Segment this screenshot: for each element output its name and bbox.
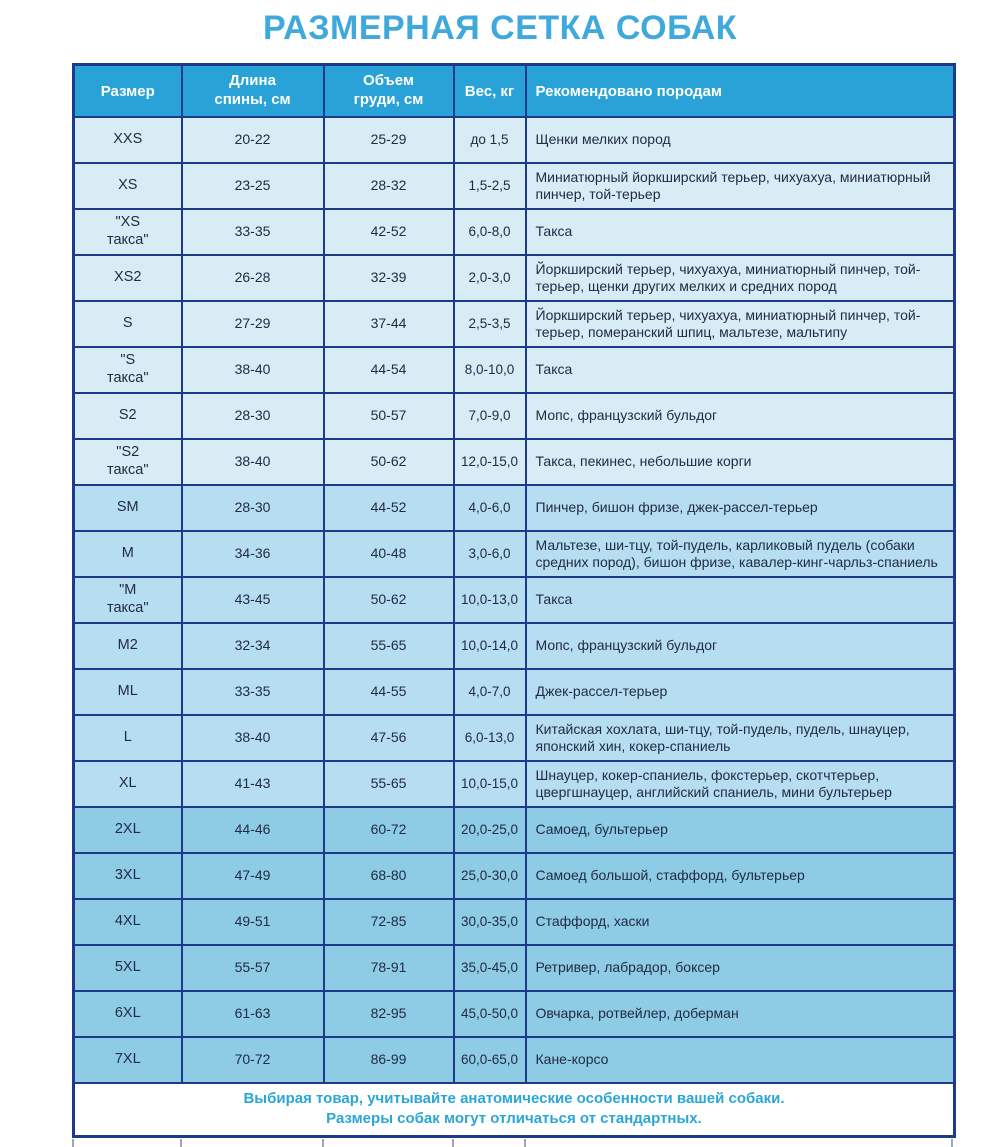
breeds-cell: Стаффорд, хаски [526,899,955,945]
table-row [74,347,955,393]
size-cell [74,715,182,761]
size-table-container [72,63,953,1138]
back-length-cell: 55-57 [182,945,324,991]
table-row [74,715,955,761]
size-label-line2: такса" [106,600,149,616]
size-label-line1: XXS [113,131,143,148]
size-cell [74,301,182,347]
table-header-row [74,65,955,118]
table-row [74,577,955,623]
chest-volume-cell: 55-65 [324,623,454,669]
back-length-cell: 33-35 [182,209,324,255]
size-cell [74,531,182,577]
size-label-line2: такса" [106,370,149,386]
breeds-cell: Йоркширский терьер, чихуахуа, миниатюрный пинчер, той-терьер, померанский шпиц, мальтезе, мальтипу [526,301,955,347]
size-label-line2: такса" [106,462,149,478]
size-cell [74,1037,182,1083]
weight-cell: 35,0-45,0 [454,945,526,991]
page-title: РАЗМЕРНАЯ СЕТКА СОБАК [262,9,738,47]
chest-volume-cell: 78-91 [324,945,454,991]
breeds-cell: Самоед большой, стаффорд, бультерьер [526,853,955,899]
size-label-line1: 7XL [114,1051,141,1068]
size-label-line1: 5XL [114,959,141,976]
weight-cell: 45,0-50,0 [454,991,526,1037]
size-cell [74,347,182,393]
back-length-cell: 38-40 [182,439,324,485]
weight-cell: 10,0-15,0 [454,761,526,807]
size-cell [74,577,182,623]
table-row [74,163,955,209]
dog-size-table [72,63,956,1138]
size-label-line1: "S2 [116,444,140,461]
size-label-line1: M [121,545,134,562]
size-label-line1: SM [116,499,139,516]
table-row [74,991,955,1037]
size-cell [74,669,182,715]
table-row [74,117,955,163]
back-length-cell: 47-49 [182,853,324,899]
chest-volume-cell: 60-72 [324,807,454,853]
weight-cell: 1,5-2,5 [454,163,526,209]
weight-cell: 6,0-8,0 [454,209,526,255]
weight-cell: 7,0-9,0 [454,393,526,439]
table-row [74,485,955,531]
footer-note-line2: Размеры собак могут отличаться от стандартных. [326,1110,702,1128]
size-cell [74,255,182,301]
size-cell [74,163,182,209]
weight-cell: 4,0-6,0 [454,485,526,531]
size-label-line1: 3XL [114,867,141,884]
breeds-cell: Овчарка, ротвейлер, доберман [526,991,955,1037]
size-label-line2: такса" [106,232,149,248]
size-label-line1: 4XL [114,913,141,930]
back-length-cell: 34-36 [182,531,324,577]
table-row [74,439,955,485]
size-cell [74,439,182,485]
chest-volume-cell: 44-52 [324,485,454,531]
cropped-next-row-borders [72,1138,953,1147]
chest-volume-cell: 47-56 [324,715,454,761]
breeds-cell: Ретривер, лабрадор, боксер [526,945,955,991]
table-row [74,899,955,945]
back-length-cell: 26-28 [182,255,324,301]
table-row [74,301,955,347]
footer-note-line1: Выбирая товар, учитывайте анатомические особенности вашей собаки. [243,1090,785,1107]
footer-note [74,1083,955,1136]
col-header-chest: Объем груди, см [324,65,454,118]
breeds-cell: Мальтезе, ши-тцу, той-пудель, карликовый пудель (собаки средних пород), бишон фризе, кавалер-кинг-чарльз-спаниель [526,531,955,577]
back-length-cell: 61-63 [182,991,324,1037]
table-row [74,255,955,301]
table-row [74,853,955,899]
chest-volume-cell: 50-57 [324,393,454,439]
size-cell [74,853,182,899]
col-header-breeds: Рекомендовано породам [526,65,955,118]
size-cell [74,485,182,531]
breeds-cell: Джек-рассел-терьер [526,669,955,715]
weight-cell: 8,0-10,0 [454,347,526,393]
chest-volume-cell: 37-44 [324,301,454,347]
weight-cell: 2,5-3,5 [454,301,526,347]
back-length-cell: 23-25 [182,163,324,209]
weight-cell: 12,0-15,0 [454,439,526,485]
table-row [74,209,955,255]
breeds-cell: Такса [526,577,955,623]
weight-cell: 20,0-25,0 [454,807,526,853]
weight-cell: до 1,5 [454,117,526,163]
chest-volume-cell: 32-39 [324,255,454,301]
breeds-cell: Мопс, французский бульдог [526,393,955,439]
table-row [74,945,955,991]
col-header-size: Размер [74,65,182,118]
size-label-line1: 2XL [114,821,141,838]
size-label-line1: S [122,315,133,332]
chest-volume-cell: 40-48 [324,531,454,577]
chest-volume-cell: 50-62 [324,439,454,485]
weight-cell: 2,0-3,0 [454,255,526,301]
back-length-cell: 28-30 [182,485,324,531]
chest-volume-cell: 42-52 [324,209,454,255]
breeds-cell: Кане-корсо [526,1037,955,1083]
weight-cell: 30,0-35,0 [454,899,526,945]
back-length-cell: 70-72 [182,1037,324,1083]
size-label-line1: "S [120,352,136,369]
weight-cell: 10,0-14,0 [454,623,526,669]
size-label-line1: M2 [117,637,138,654]
size-cell [74,761,182,807]
chest-volume-cell: 44-54 [324,347,454,393]
breeds-cell: Такса [526,347,955,393]
breeds-cell: Самоед, бультерьер [526,807,955,853]
size-label-line1: XS2 [114,269,142,286]
size-label-line1: L [123,729,132,746]
size-chart-page [0,8,1000,1128]
chest-volume-cell: 86-99 [324,1037,454,1083]
weight-cell: 4,0-7,0 [454,669,526,715]
weight-cell: 60,0-65,0 [454,1037,526,1083]
table-footer-row [74,1083,955,1136]
back-length-cell: 27-29 [182,301,324,347]
back-length-cell: 28-30 [182,393,324,439]
size-label-line1: 6XL [114,1005,141,1022]
size-cell [74,209,182,255]
table-row [74,1037,955,1083]
table-row [74,623,955,669]
back-length-cell: 32-34 [182,623,324,669]
breeds-cell: Йоркширский терьер, чихуахуа, миниатюрный пинчер, той-терьер, щенки других мелких и средних пород [526,255,955,301]
back-length-cell: 38-40 [182,347,324,393]
back-length-cell: 38-40 [182,715,324,761]
size-cell [74,945,182,991]
weight-cell: 3,0-6,0 [454,531,526,577]
chest-volume-cell: 55-65 [324,761,454,807]
chest-volume-cell: 50-62 [324,577,454,623]
weight-cell: 10,0-13,0 [454,577,526,623]
chest-volume-cell: 82-95 [324,991,454,1037]
chest-volume-cell: 44-55 [324,669,454,715]
chest-volume-cell: 72-85 [324,899,454,945]
back-length-cell: 41-43 [182,761,324,807]
table-row [74,807,955,853]
size-cell [74,393,182,439]
breeds-cell: Такса [526,209,955,255]
weight-cell: 6,0-13,0 [454,715,526,761]
breeds-cell: Щенки мелких пород [526,117,955,163]
size-cell [74,623,182,669]
size-cell [74,899,182,945]
back-length-cell: 44-46 [182,807,324,853]
breeds-cell: Шнауцер, кокер-спаниель, фокстерьер, скотчтерьер, цвергшнауцер, английский спаниель, мини бультерьер [526,761,955,807]
size-cell [74,117,182,163]
size-label-line1: "M [119,582,137,599]
table-row [74,761,955,807]
breeds-cell: Пинчер, бишон фризе, джек-рассел-терьер [526,485,955,531]
table-row [74,669,955,715]
size-label-line1: ML [117,683,138,700]
chest-volume-cell: 25-29 [324,117,454,163]
back-length-cell: 33-35 [182,669,324,715]
size-label-line1: S2 [118,407,137,424]
col-header-weight: Вес, кг [454,65,526,118]
col-header-back-length: Длина спины, см [182,65,324,118]
breeds-cell: Мопс, французский бульдог [526,623,955,669]
size-cell [74,807,182,853]
size-label-line1: "XS [115,214,140,231]
weight-cell: 25,0-30,0 [454,853,526,899]
breeds-cell: Миниатюрный йоркширский терьер, чихуахуа, миниатюрный пинчер, той-терьер [526,163,955,209]
chest-volume-cell: 28-32 [324,163,454,209]
chest-volume-cell: 68-80 [324,853,454,899]
back-length-cell: 49-51 [182,899,324,945]
back-length-cell: 43-45 [182,577,324,623]
breeds-cell: Такса, пекинес, небольшие корги [526,439,955,485]
breeds-cell: Китайская хохлата, ши-тцу, той-пудель, пудель, шнауцер, японский хин, кокер-спаниель [526,715,955,761]
table-row [74,393,955,439]
back-length-cell: 20-22 [182,117,324,163]
table-body [74,117,955,1083]
size-label-line1: XS [118,177,138,194]
size-label-line1: XL [118,775,137,792]
size-cell [74,991,182,1037]
table-row [74,531,955,577]
